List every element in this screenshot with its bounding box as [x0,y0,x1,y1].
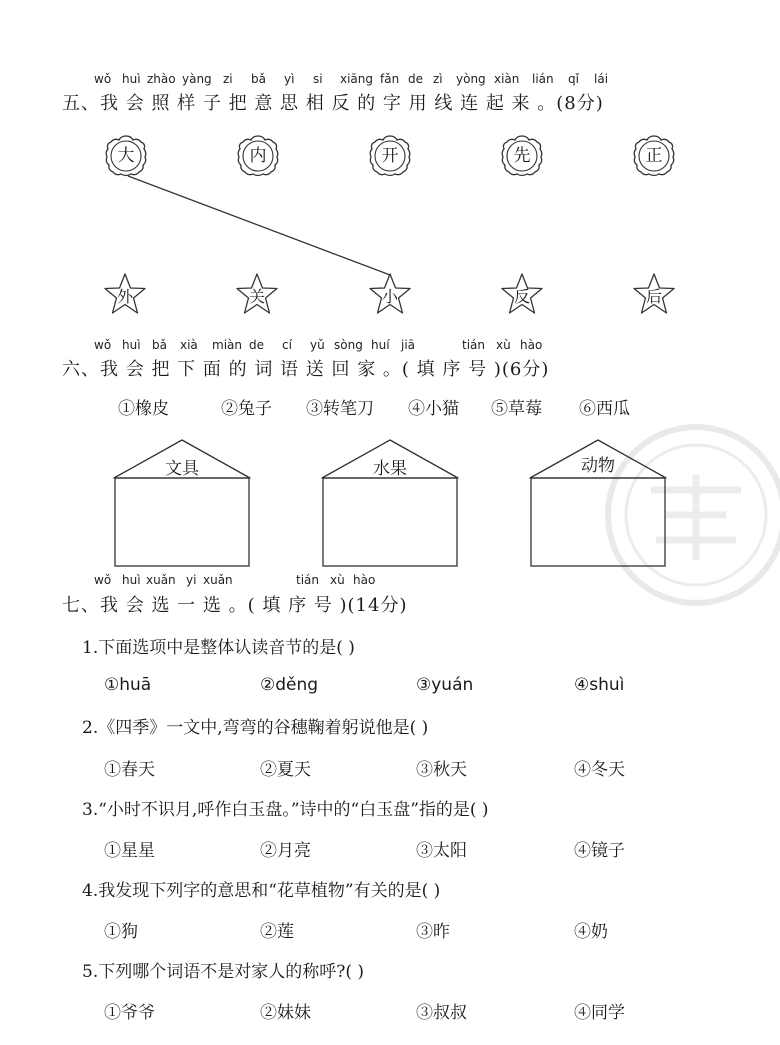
bottom-char-3[interactable] [368,273,412,317]
q3-option-d[interactable]: ④镜子 [574,841,625,861]
pinyin: yi [186,573,197,587]
q1-option-b[interactable]: ②děng [260,675,319,695]
q3-option-a[interactable]: ①星星 [104,841,155,861]
char-label: 小 [381,287,398,306]
pinyin: tián [462,338,485,352]
pinyin: huí [371,338,390,352]
pinyin: xù [330,573,345,587]
q2-option-c[interactable]: ③秋天 [416,760,467,780]
word-item: ①橡皮 [118,399,169,419]
bottom-char-4[interactable] [500,273,544,317]
pinyin: lái [594,72,609,86]
bottom-char-1[interactable] [103,273,147,317]
pinyin: tián [296,573,319,587]
pinyin: qǐ [568,72,579,86]
pinyin: bǎ [251,72,266,86]
q5-option-b[interactable]: ②妹妹 [260,1003,311,1023]
pinyin: hào [353,573,376,587]
top-char-2[interactable] [236,134,280,178]
pinyin: yǔ [310,338,325,352]
q4-option-c[interactable]: ③昨 [416,922,450,942]
house-stationery[interactable] [113,438,251,568]
pinyin: jiā [401,338,416,352]
bottom-char-2[interactable] [235,273,279,317]
pinyin: fǎn [380,72,400,86]
q5-option-d[interactable]: ④同学 [574,1003,625,1023]
question-3: 3.“小时不识月,呼作白玉盘。”诗中的“白玉盘”指的是( ) [82,800,489,820]
pinyin: de [408,72,423,86]
section5-title: 五、我 会 照 样 子 把 意 思 相 反 的 字 用 线 连 起 来 。(8分) [62,93,604,114]
pinyin: zhào [147,72,176,86]
q3-option-b[interactable]: ②月亮 [260,841,311,861]
q3-option-c[interactable]: ③太阳 [416,841,467,861]
house-animal[interactable] [529,438,667,568]
pinyin: xià [180,338,198,352]
house-label: 动物 [581,456,615,476]
char-label: 大 [117,146,135,166]
char-label: 先 [513,146,531,166]
char-label: 反 [513,287,530,306]
char-label: 开 [381,146,399,166]
pinyin: bǎ [152,338,167,352]
q4-option-b[interactable]: ②莲 [260,922,294,942]
pinyin: cí [282,338,292,352]
word-item: ⑥西瓜 [579,399,630,419]
section7-title: 七、我 会 选 一 选 。( 填 序 号 )(14分) [62,595,408,616]
pinyin: yàng [182,72,212,86]
pinyin: xuǎn [203,573,233,587]
bottom-char-5[interactable] [632,273,676,317]
pinyin: si [313,72,323,86]
q5-option-a[interactable]: ①爷爷 [104,1003,155,1023]
q2-option-d[interactable]: ④冬天 [574,760,625,780]
char-label: 内 [249,146,267,166]
q2-option-b[interactable]: ②夏天 [260,760,311,780]
pinyin: xiāng [340,72,374,86]
section6-pinyin [0,338,780,354]
pinyin: wǒ [94,573,112,587]
pinyin: yì [284,72,295,86]
question-2: 2.《四季》一文中,弯弯的谷穗鞠着躬说他是( ) [82,718,429,738]
pinyin: lián [532,72,554,86]
word-item: ④小猫 [408,399,459,419]
q1-option-a[interactable]: ①huā [104,675,152,695]
question-1: 1.下面选项中是整体认读音节的是( ) [82,638,355,658]
house-fruit[interactable] [321,438,459,568]
char-label: 正 [645,146,663,166]
pinyin: miàn [212,338,242,352]
house-label: 水果 [373,459,407,479]
pinyin: hào [520,338,543,352]
char-label: 外 [116,287,133,306]
house-label: 文具 [165,459,199,479]
top-char-3[interactable] [368,134,412,178]
section6-title: 六、我 会 把 下 面 的 词 语 送 回 家 。( 填 序 号 )(6分) [62,359,550,380]
q5-option-c[interactable]: ③叔叔 [416,1003,467,1023]
word-item: ②兔子 [221,399,272,419]
pinyin: sòng [334,338,363,352]
pinyin: huì [122,338,141,352]
word-item: ③转笔刀 [306,399,374,419]
top-char-5[interactable] [632,134,676,178]
q1-option-d[interactable]: ④shuì [574,675,625,695]
pinyin: xuǎn [146,573,176,587]
top-char-1[interactable] [104,134,148,178]
pinyin: de [249,338,264,352]
word-item: ⑤草莓 [491,399,542,419]
top-char-4[interactable] [500,134,544,178]
pinyin: huì [122,573,141,587]
q4-option-a[interactable]: ①狗 [104,922,138,942]
pinyin: zì [433,72,443,86]
q1-option-c[interactable]: ③yuán [416,675,474,695]
char-label: 关 [248,287,265,306]
pinyin: xù [496,338,511,352]
pinyin: huì [122,72,141,86]
pinyin: wǒ [94,72,112,86]
pinyin: xiàn [494,72,520,86]
section7-pinyin [0,573,780,589]
question-4: 4.我发现下列字的意思和“花草植物”有关的是( ) [82,881,441,901]
q4-option-d[interactable]: ④奶 [574,922,608,942]
char-label: 后 [645,287,662,306]
q2-option-a[interactable]: ①春天 [104,760,155,780]
pinyin: wǒ [94,338,112,352]
pinyin: zi [223,72,233,86]
question-5: 5.下列哪个词语不是对家人的称呼?( ) [82,962,365,982]
pinyin: yòng [456,72,486,86]
